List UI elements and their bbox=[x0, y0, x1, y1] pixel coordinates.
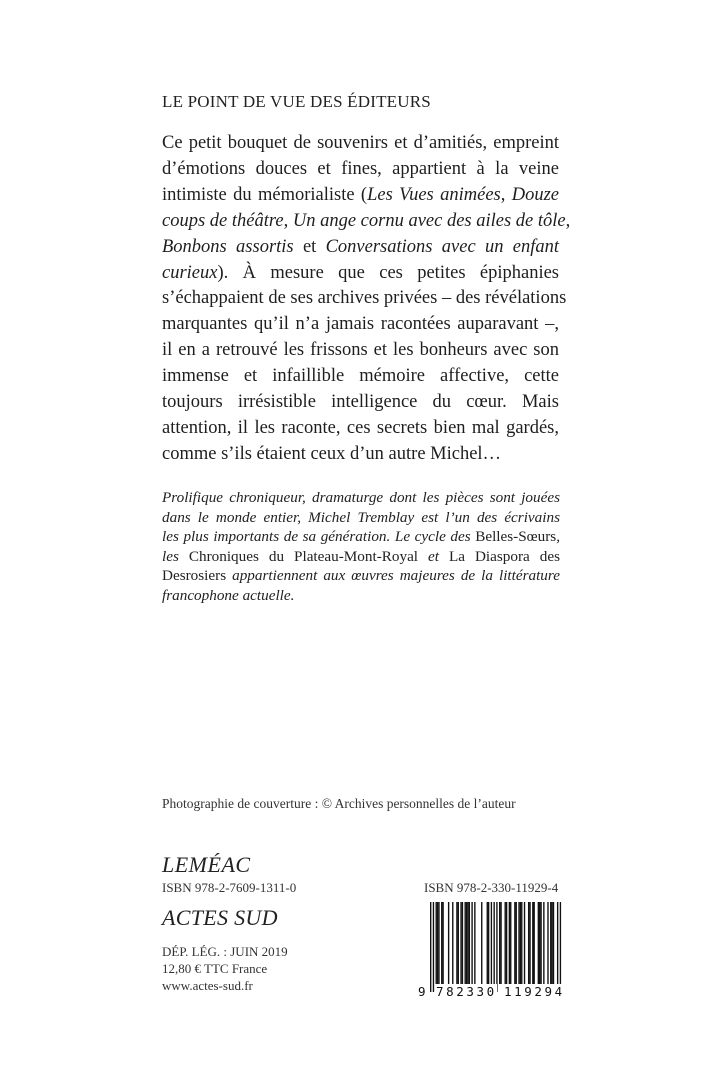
text-run: Prolifique chroniqueur, dramaturge dont les pièces sont jouées bbox=[162, 489, 560, 506]
text-run: Un ange cornu avec des ailes de tôle bbox=[292, 210, 566, 231]
text-run: il en a retrouvé les frissons et les bonheurs avec son bbox=[162, 340, 559, 361]
price: 12,80 € TTC France bbox=[162, 961, 268, 976]
text-run: , bbox=[500, 184, 512, 205]
barcode-bar bbox=[436, 902, 437, 984]
barcode-bar bbox=[442, 902, 443, 984]
barcode-bar bbox=[437, 902, 438, 984]
text-run: d’émotions douces et fines, appartient à la veine bbox=[162, 158, 559, 179]
text-line bbox=[162, 286, 567, 312]
text-line bbox=[162, 586, 560, 606]
barcode-bar bbox=[539, 902, 540, 984]
text-line bbox=[162, 261, 559, 287]
text-run: Les Vues animées bbox=[367, 184, 501, 205]
barcode-bar bbox=[520, 902, 521, 984]
text-run: francophone actuelle. bbox=[162, 586, 295, 604]
barcode-digits-left: 782330 bbox=[436, 984, 497, 999]
text-run: immense et infaillible mémoire affective, cette bbox=[162, 366, 559, 387]
barcode-bar bbox=[543, 902, 544, 984]
text-run: dans le monde entier, Michel Tremblay est l’un des écrivains bbox=[162, 508, 560, 526]
barcode-bar bbox=[529, 902, 530, 984]
text-run: Desrosiers bbox=[162, 567, 227, 585]
text-line bbox=[162, 183, 559, 209]
barcode-bar bbox=[509, 902, 510, 984]
text-line bbox=[162, 527, 560, 547]
publisher-blurb bbox=[162, 131, 571, 468]
barcode-bar bbox=[438, 902, 439, 984]
barcode-bar bbox=[521, 902, 522, 984]
barcode-bar bbox=[528, 902, 529, 984]
isbn-actes-sud: ISBN 978-2-330-11929-4 bbox=[424, 880, 559, 895]
text-line bbox=[162, 566, 560, 586]
text-run: et bbox=[293, 236, 326, 257]
barcode-bar bbox=[500, 902, 501, 984]
barcode-bar bbox=[481, 902, 482, 984]
text-run: marquantes qu’il n’a jamais racontées auparavant –, bbox=[162, 314, 559, 335]
barcode-bar bbox=[466, 902, 467, 984]
barcode-bar bbox=[487, 902, 488, 984]
barcode-bar bbox=[547, 902, 548, 984]
barcode-bar bbox=[532, 902, 533, 984]
text-line bbox=[162, 416, 559, 442]
text-run: et bbox=[418, 547, 449, 565]
barcode-bar bbox=[474, 902, 475, 984]
barcode-bar bbox=[560, 902, 561, 992]
barcode-bar bbox=[534, 902, 535, 984]
barcode-bar bbox=[516, 902, 517, 984]
photo-credit: Photographie de couverture : © Archives personnelles de l’auteur bbox=[162, 796, 516, 811]
barcode-bar bbox=[551, 902, 552, 984]
section-heading: LE POINT DE VUE DES ÉDITEURS bbox=[162, 92, 431, 111]
barcode-bar bbox=[553, 902, 554, 984]
barcode-digit-first: 9 bbox=[418, 984, 426, 999]
barcode-bar bbox=[458, 902, 459, 984]
text-line bbox=[162, 364, 559, 390]
barcode-bar bbox=[491, 902, 492, 984]
text-line bbox=[162, 442, 559, 468]
text-line bbox=[162, 547, 560, 567]
text-run: appartiennent aux œuvres majeures de la littérature bbox=[226, 567, 560, 585]
barcode-bar bbox=[518, 902, 519, 984]
barcode-bar bbox=[469, 902, 470, 984]
text-run: les plus importants de sa génération. Le cycle des bbox=[162, 528, 476, 546]
publisher-leméac-logo: LEMÉAC bbox=[162, 852, 251, 877]
text-run: comme s’ils étaient ceux d’un autre Michel… bbox=[162, 443, 502, 464]
text-run: ). À mesure que ces petites épiphanies bbox=[217, 262, 559, 283]
barcode-bar bbox=[499, 902, 500, 984]
text-run: , bbox=[565, 210, 571, 231]
barcode-bar bbox=[488, 902, 489, 984]
text-line bbox=[162, 312, 559, 338]
text-run: les bbox=[162, 547, 189, 565]
barcode-bar bbox=[493, 902, 494, 992]
text-run: Conversations avec un enfant bbox=[325, 236, 560, 257]
barcode-bar bbox=[557, 902, 558, 992]
text-run: Chroniques du Plateau-Mont-Royal bbox=[188, 547, 419, 565]
isbn-lemeac: ISBN 978-2-7609-1311-0 bbox=[162, 880, 297, 895]
website: www.actes-sud.fr bbox=[162, 978, 253, 993]
text-line bbox=[162, 131, 559, 157]
text-run: , bbox=[556, 528, 560, 546]
text-line bbox=[162, 390, 559, 416]
text-run: , bbox=[283, 210, 293, 231]
barcode-bar bbox=[506, 902, 507, 984]
barcode-bar bbox=[460, 902, 461, 984]
text-line bbox=[162, 508, 560, 528]
barcode-bar bbox=[496, 902, 497, 992]
text-line bbox=[162, 488, 560, 508]
text-run: intimiste du mémorialiste ( bbox=[162, 184, 368, 205]
publisher-actes-sud-logo: ACTES SUD bbox=[162, 905, 278, 930]
barcode-bar bbox=[471, 902, 472, 984]
text-run: Bonbons assortis bbox=[162, 236, 294, 257]
text-line bbox=[162, 209, 571, 235]
text-run: Ce petit bouquet de souvenirs et d’amitiés, empreint bbox=[162, 133, 559, 153]
author-bio bbox=[162, 488, 560, 606]
barcode-bar bbox=[505, 902, 506, 984]
barcode-bar bbox=[465, 902, 466, 984]
barcode-bar bbox=[452, 902, 453, 984]
barcode-bar bbox=[510, 902, 511, 984]
barcode-bar bbox=[430, 902, 431, 992]
barcode-bar bbox=[538, 902, 539, 984]
text-run: Douze bbox=[511, 184, 560, 205]
barcode-bar bbox=[524, 902, 525, 984]
text-run: Belles-Sœurs bbox=[475, 528, 557, 546]
barcode-bar bbox=[448, 902, 449, 984]
text-line bbox=[162, 338, 559, 364]
text-run: s’échappaient de ses archives privées – des révélations bbox=[162, 288, 567, 309]
barcode-bar bbox=[462, 902, 463, 984]
text-run: coups de théâtre bbox=[162, 210, 284, 231]
barcode-bar bbox=[514, 902, 515, 984]
legal-deposit: DÉP. LÉG. : JUIN 2019 bbox=[162, 944, 288, 959]
text-run: La Diaspora des bbox=[448, 547, 561, 565]
barcode-digits-right: 119294 bbox=[504, 984, 565, 999]
text-run: curieux bbox=[162, 262, 218, 283]
barcode-bar bbox=[441, 902, 442, 984]
text-line bbox=[162, 157, 559, 183]
barcode-bar bbox=[467, 902, 468, 984]
text-run: attention, il les raconte, ces secrets bien mal gardés, bbox=[162, 417, 559, 438]
barcode-bar bbox=[433, 902, 434, 992]
barcode-bar bbox=[540, 902, 541, 984]
text-run: toujours irrésistible intelligence du cœur. Mais bbox=[162, 392, 559, 413]
text-line bbox=[162, 235, 559, 261]
ean13-barcode bbox=[418, 902, 566, 994]
barcode-bar bbox=[456, 902, 457, 984]
barcode-bar bbox=[550, 902, 551, 984]
